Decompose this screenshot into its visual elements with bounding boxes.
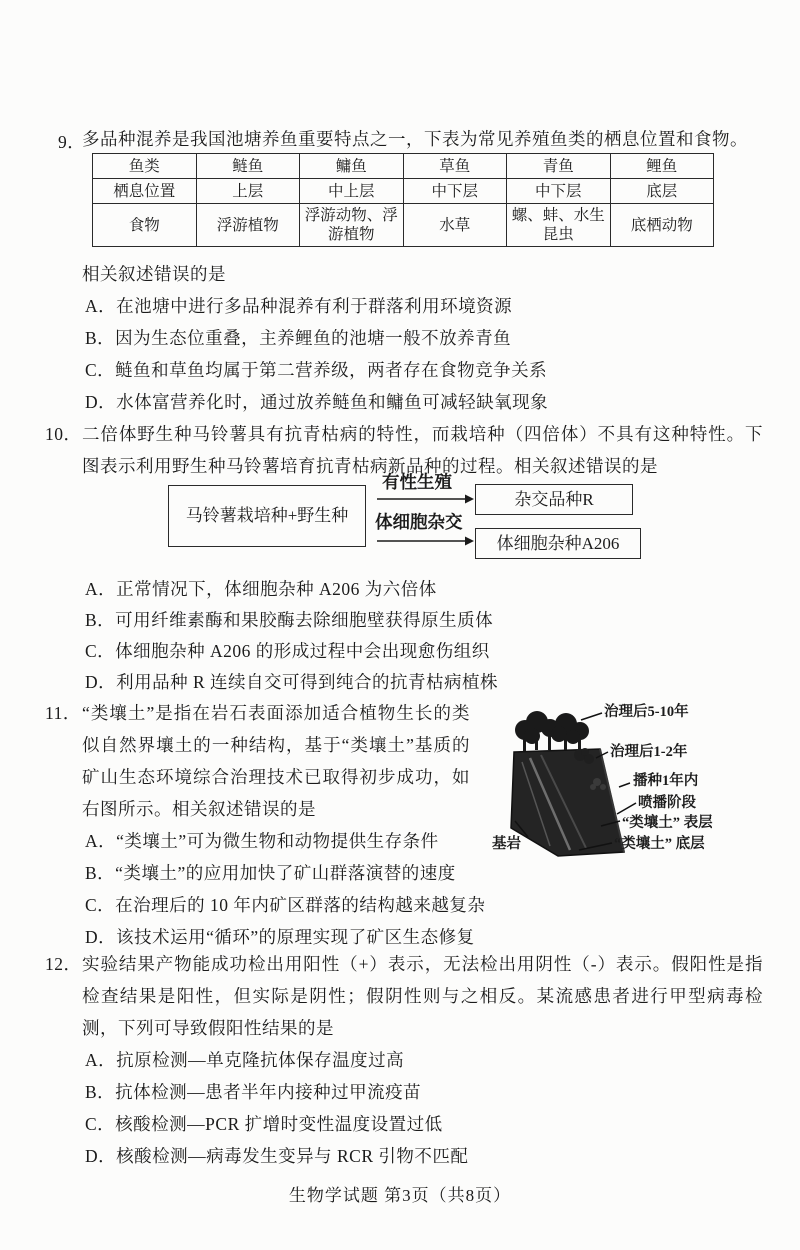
table-cell: 中下层: [507, 179, 611, 204]
option-c: C．鲢鱼和草鱼均属于第二营养级，两者存在食物竞争关系: [85, 360, 548, 380]
option-c: C．核酸检测—PCR 扩增时变性温度设置过低: [85, 1114, 443, 1134]
table-header-cell: 草鱼: [403, 154, 507, 179]
option-d: D．核酸检测—病毒发生变异与 RCR 引物不匹配: [85, 1146, 469, 1166]
question-12-number: 12．: [45, 954, 82, 974]
figure-label-surface-layer: “类壤土” 表层: [622, 815, 713, 831]
table-cell: 水草: [403, 204, 507, 247]
question-9-stem: 多品种混养是我国池塘养鱼重要特点之一，下表为常见养殖鱼类的栖息位置和食物。: [82, 129, 748, 149]
question-12: [45, 948, 763, 1172]
table-row: [93, 179, 714, 204]
option-c: C．在治理后的 10 年内矿区群落的结构越来越复杂: [85, 895, 486, 915]
question-11-number: 11．: [45, 703, 81, 723]
page-footer: 生物学试题 第3页（共8页）: [288, 1186, 512, 1205]
option-d: D．该技术运用“循环”的原理实现了矿区生态修复: [85, 927, 475, 947]
breeding-flow-diagram: [45, 472, 763, 564]
question-11-stem: “类壤土”是指在岩石表面添加适合植物生长的类似自然界壤土的一种结构，基于“类壤土”基质的矿山生态环境综合治理技术已取得初步成功，如右图所示。相关叙述错误的是: [82, 703, 470, 819]
question-10-options: [45, 574, 763, 698]
option-d: D．水体富营养化时，通过放养鲢鱼和鳙鱼可减轻缺氧现象: [85, 392, 549, 412]
table-cell: 食物: [93, 204, 197, 247]
soil-like-restoration-figure: [478, 700, 763, 878]
question-10-number: 10．: [45, 424, 82, 444]
table-cell: 上层: [196, 179, 300, 204]
diagram-result2-box: 体细胞杂种A206: [475, 528, 641, 559]
table-cell: 底层: [610, 179, 714, 204]
option-a: A．“类壤土”可为微生物和动物提供生存条件: [85, 831, 439, 851]
figure-label-spray-stage: 喷播阶段: [638, 795, 696, 811]
fish-habitat-table: [92, 153, 714, 247]
table-cell: 中上层: [300, 179, 404, 204]
table-header-cell: 鳙鱼: [300, 154, 404, 179]
option-a: A．正常情况下，体细胞杂种 A206 为六倍体: [85, 579, 437, 599]
diagram-source-box: 马铃薯栽培种+野生种: [168, 485, 366, 547]
table-header-cell: 青鱼: [507, 154, 611, 179]
question-12-stem: 实验结果产物能成功检出用阳性（+）表示，无法检出用阴性（-）表示。假阳性是指检查结果是阳性，但实际是阴性；假阴性则与之相反。某流感患者进行甲型病毒检测，下列可导致假阳性结果的是: [82, 954, 763, 1038]
question-9-prompt: 相关叙述错误的是: [82, 264, 226, 284]
table-cell: 中下层: [403, 179, 507, 204]
question-10-stem: 二倍体野生种马铃薯具有抗青枯病的特性，而栽培种（四倍体）不具有这种特性。下图表示利用野生种马铃薯培育抗青枯病新品种的过程。相关叙述错误的是: [82, 424, 763, 476]
option-b: B．可用纤维素酶和果胶酶去除细胞壁获得原生质体: [85, 610, 494, 630]
diagram-arrow2-label: 体细胞杂交: [375, 512, 463, 532]
table-header-cell: 鲤鱼: [610, 154, 714, 179]
table-row: [93, 154, 714, 179]
table-cell: 栖息位置: [93, 179, 197, 204]
table-cell: 浮游动物、浮游植物: [300, 204, 404, 247]
question-10: [45, 418, 763, 698]
figure-label-sowing-1-year: 播种1年内: [633, 773, 699, 789]
table-cell: 底栖动物: [610, 204, 714, 247]
figure-label-after-1-2-years: 治理后1-2年: [610, 744, 688, 760]
figure-label-bedrock: 基岩: [492, 836, 521, 852]
diagram-arrow1-label: 有性生殖: [382, 472, 452, 492]
table-row: [93, 204, 714, 247]
option-a: A．在池塘中进行多品种混养有利于群落利用环境资源: [85, 296, 513, 316]
figure-label-after-5-10-years: 治理后5-10年: [604, 704, 689, 720]
question-11: [45, 697, 763, 953]
figure-label-bottom-layer: “类壤土” 底层: [614, 836, 705, 852]
table-header-cell: 鲢鱼: [196, 154, 300, 179]
option-a: A．抗原检测—单克隆抗体保存温度过高: [85, 1050, 405, 1070]
option-b: B．“类壤土”的应用加快了矿山群落演替的速度: [85, 863, 456, 883]
option-b: B．因为生态位重叠，主养鲤鱼的池塘一般不放养青鱼: [85, 328, 512, 348]
trees-icon: [515, 711, 589, 751]
option-d: D．利用品种 R 连续自交可得到纯合的抗青枯病植株: [85, 672, 499, 692]
table-cell: 螺、蚌、水生昆虫: [507, 204, 611, 247]
table-cell: 浮游植物: [196, 204, 300, 247]
option-b: B．抗体检测—患者半年内接种过甲流疫苗: [85, 1082, 422, 1102]
table-header-cell: 鱼类: [93, 154, 197, 179]
option-c: C．体细胞杂种 A206 的形成过程中会出现愈伤组织: [85, 641, 490, 661]
diagram-result1-box: 杂交品种R: [475, 484, 633, 515]
question-9: [45, 126, 763, 418]
question-9-number: 9．: [58, 132, 86, 152]
